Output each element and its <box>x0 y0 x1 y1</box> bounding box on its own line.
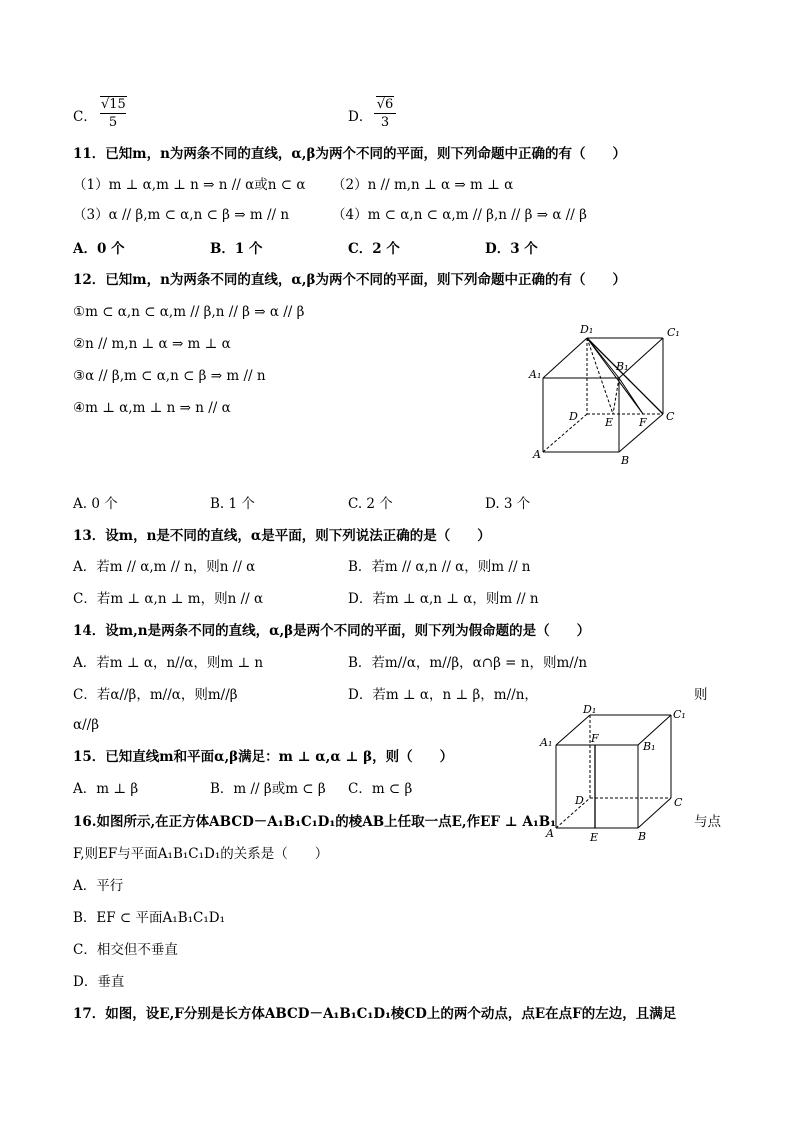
q12-label-d1: D₁ <box>580 323 594 336</box>
q11-option-c: C．2 个 <box>348 241 400 257</box>
q10-option-d-fraction <box>374 97 396 130</box>
q16-label-d1: D₁ <box>583 703 597 716</box>
q16-option-a: A．平行 <box>73 878 124 894</box>
q10-option-d-label: D． <box>348 109 373 125</box>
q17-stem: 17．如图，设E,F分别是长方体ABCD－A₁B₁C₁D₁棱CD上的两个动点，点E在点F的左边，且满足 <box>73 1006 677 1022</box>
q12-label-c: C <box>666 410 675 423</box>
q11-proposition-3: （3）α // β,m ⊂ α,n ⊂ β ⇒ m // n <box>73 207 290 223</box>
q14-option-d-tail: 则 <box>694 687 708 703</box>
q15-option-c: C．m ⊂ β <box>348 781 413 797</box>
q11-option-a: A．0 个 <box>73 241 125 257</box>
q14-option-b: B．若m//α，m//β，α∩β = n，则m//n <box>348 655 588 671</box>
q13-option-c: C．若m ⊥ α,n ⊥ m，则n // α <box>73 591 264 607</box>
q12-label-b1: B₁ <box>616 360 629 373</box>
q13-option-d: D．若m ⊥ α,n ⊥ α，则m // n <box>348 591 539 607</box>
q16-cube-figure <box>538 700 698 848</box>
q16-label-b: B <box>638 830 647 843</box>
q12-label-f: F <box>639 416 647 429</box>
q16-label-c: C <box>674 796 683 809</box>
q12-option-a: A. 0 个 <box>73 496 118 512</box>
q14-stem: 14．设m,n是两条不同的直线，α,β是两个不同的平面，则下列为假命题的是（ ） <box>73 623 591 639</box>
q12-label-b: B <box>621 454 630 467</box>
q11-option-b: B．1 个 <box>210 241 263 257</box>
q14-option-a: A．若m ⊥ α，n//α，则m ⊥ n <box>73 655 264 671</box>
q16-option-c: C．相交但不垂直 <box>73 942 178 958</box>
q16-stem-continuation: F,则EF与平面A₁B₁C₁D₁的关系是（ ） <box>73 846 329 862</box>
q12-proposition-1: ①m ⊂ α,n ⊂ α,m // β,n // β ⇒ α // β <box>73 304 305 320</box>
q10-option-c-numerator: √15 <box>101 97 126 112</box>
q12-proposition-2: ②n // m,n ⊥ α ⇒ m ⊥ α <box>73 336 231 352</box>
q11-option-d: D．3 个 <box>485 241 538 257</box>
q12-option-d: D. 3 个 <box>485 496 531 512</box>
q15-stem: 15．已知直线m和平面α,β满足：m ⊥ α,α ⊥ β，则（ ） <box>73 749 454 765</box>
q14-option-c: C．若α//β，m//α，则m//β <box>73 687 238 703</box>
q12-proposition-4: ④m ⊥ α,m ⊥ n ⇒ n // α <box>73 400 231 416</box>
q11-proposition-4: （4）m ⊂ α,n ⊂ α,m // β,n // β ⇒ α // β <box>332 207 587 223</box>
q16-option-b: B．EF ⊂ 平面A₁B₁C₁D₁ <box>73 910 226 926</box>
q12-cube-figure <box>525 318 695 468</box>
q10-option-d-numerator: √6 <box>376 97 394 112</box>
q10-option-d-denominator: 3 <box>380 115 390 130</box>
q12-label-e: E <box>605 416 614 429</box>
q16-stem: 16.如图所示,在正方体ABCD－A₁B₁C₁D₁的棱AB上任取一点E,作EF ⊥ A₁B₁ <box>73 814 557 830</box>
q10-option-c-fraction <box>100 97 126 130</box>
q13-option-a: A．若m // α,m // n，则n // α <box>73 559 256 575</box>
q16-label-a: A <box>546 827 554 840</box>
q13-option-b: B．若m // α,n // α，则m // n <box>348 559 531 575</box>
q16-label-e: E <box>590 831 599 844</box>
q12-label-c1: C₁ <box>667 326 680 339</box>
q16-option-d: D．垂直 <box>73 974 125 990</box>
q16-label-c1: C₁ <box>673 708 686 721</box>
q12-stem: 12．已知m，n为两条不同的直线，α,β为两个不同的平面，则下列命题中正确的有（ ） <box>73 272 626 288</box>
q12-label-a: A <box>533 448 541 461</box>
q13-stem: 13．设m，n是不同的直线，α是平面，则下列说法正确的是（ ） <box>73 528 491 544</box>
q16-label-d: D <box>575 794 584 807</box>
q15-option-b: B．m // β或m ⊂ β <box>210 781 326 797</box>
q16-label-b1: B₁ <box>643 740 656 753</box>
q16-label-a1: A₁ <box>540 736 553 749</box>
q16-stem-tail: 与点 <box>694 814 721 830</box>
q12-option-b: B. 1 个 <box>210 496 255 512</box>
q12-option-c: C. 2 个 <box>348 496 393 512</box>
q14-option-d-continuation: α//β <box>73 717 100 733</box>
q11-stem: 11．已知m，n为两条不同的直线，α,β为两个不同的平面，则下列命题中正确的有（ ） <box>73 146 626 162</box>
q12-label-d: D <box>569 410 578 423</box>
q11-proposition-1: （1）m ⊥ α,m ⊥ n ⇒ n // α或n ⊂ α <box>73 177 306 193</box>
q16-label-f: F <box>591 732 599 745</box>
q10-option-c-denominator: 5 <box>108 115 118 130</box>
q11-proposition-2: （2）n // m,n ⊥ α ⇒ m ⊥ α <box>332 177 514 193</box>
q14-option-d: D．若m ⊥ α，n ⊥ β，m//n， <box>348 687 538 703</box>
q15-option-a: A．m ⊥ β <box>73 781 139 797</box>
q10-option-c-label: C． <box>73 109 97 125</box>
q12-label-a1: A₁ <box>529 368 542 381</box>
q12-proposition-3: ③α // β,m ⊂ α,n ⊂ β ⇒ m // n <box>73 368 266 384</box>
